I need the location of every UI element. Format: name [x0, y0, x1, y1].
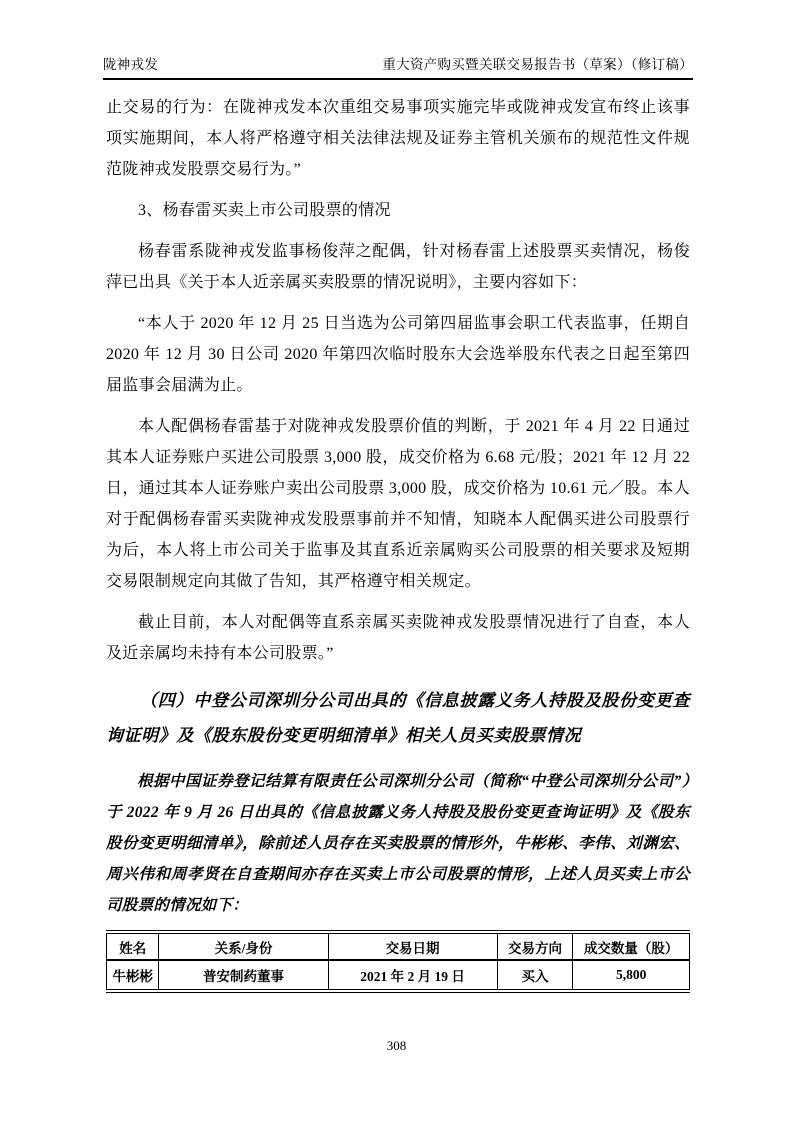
page-header — [103, 53, 693, 80]
paragraph-csdc-certificate: 根据中国证券登记结算有限责任公司深圳分公司（简称“中登公司深圳分公司”）于 2022 年 9 月 26 日出具的《信息披露义务人持股及股份变更查询证明》及《股东股份变更明细清单》，除前述人员存在买卖股票的情形外，牛彬彬、李伟、刘渊宏、周兴伟和周孝贤在自查期间亦存在买卖上市公司股票的情形，上述人员买卖上市公司股票的情况如下： — [106, 773, 690, 914]
paragraph-statement-selfcheck: 截止目前，本人对配偶等直系亲属买卖陇神戎发股票情况进行了自查，本人及近亲属均未持有本公司股票。” — [106, 614, 690, 662]
page-number: 308 — [386, 1038, 407, 1053]
heading-section-4: （四）中登公司深圳分公司出具的《信息披露义务人持股及股份变更查询证明》及《股东股份变更明细清单》相关人员买卖股票情况 — [106, 691, 690, 745]
paragraph-statement-election: “本人于 2020 年 12 月 25 日当选为公司第四届监事会职工代表监事，任期自 2020 年 12 月 30 日公司 2020 年第四次临时股东大会选举股东代表之日起至第四届监事会届满为止。 — [106, 315, 690, 394]
paragraph-statement-trades: 本人配偶杨春雷基于对陇神戎发股票价值的判断，于 2021 年 4 月 22 日通过其本人证券账户买进公司股票 3,000 股，成交价格为 6.68 元/股；2021 年 12 月 22 日，通过其本人证券账户卖出公司股票 3,000 股，成交价格为 10.61 元／股。本人对于配偶杨春雷买卖陇神戎发股票事前并不知情，知晓本人配偶买进公司股票行为后，本人将上市公司关于监事及其直系近亲属购买公司股票的相关要求及短期交易限制规定向其做了告知，其严格遵守相关规定。 — [106, 418, 690, 590]
table-header-relationship: 关系/身份 — [159, 932, 328, 960]
page-footer — [0, 1038, 793, 1054]
table-row — [107, 960, 690, 991]
table-header-trade-direction: 交易方向 — [497, 932, 573, 960]
stock-trading-table — [106, 930, 690, 993]
cell-volume: 5,800 — [573, 960, 690, 991]
document-body — [106, 92, 690, 993]
heading-section-3: 3、杨春雷买卖上市公司股票的情况 — [138, 202, 391, 219]
paragraph-spouse-intro: 杨春雷系陇神戎发监事杨俊萍之配偶，针对杨春雷上述股票买卖情况，杨俊萍已出具《关于本人近亲属买卖股票的情况说明》，主要内容如下： — [106, 243, 690, 291]
table-header-trade-date: 交易日期 — [328, 932, 497, 960]
table-header-name: 姓名 — [107, 932, 159, 960]
header-company-name: 陇神戎发 — [103, 57, 159, 72]
cell-name: 牛彬彬 — [107, 960, 159, 991]
cell-trade-direction: 买入 — [497, 960, 573, 991]
header-report-title: 重大资产购买暨关联交易报告书（草案）（修订稿） — [382, 57, 693, 72]
cell-trade-date: 2021 年 2 月 19 日 — [328, 960, 497, 991]
cell-relationship: 普安制药董事 — [159, 960, 328, 991]
table-header-volume: 成交数量（股） — [573, 932, 690, 960]
paragraph-commitment-continuation: 止交易的行为：在陇神戎发本次重组交易事项实施完毕或陇神戎发宣布终止该事项实施期间，本人将严格遵守相关法律法规及证券主管机关颁布的规范性文件规范陇神戎发股票交易行为。” — [106, 99, 690, 178]
table-header-row — [107, 932, 690, 960]
